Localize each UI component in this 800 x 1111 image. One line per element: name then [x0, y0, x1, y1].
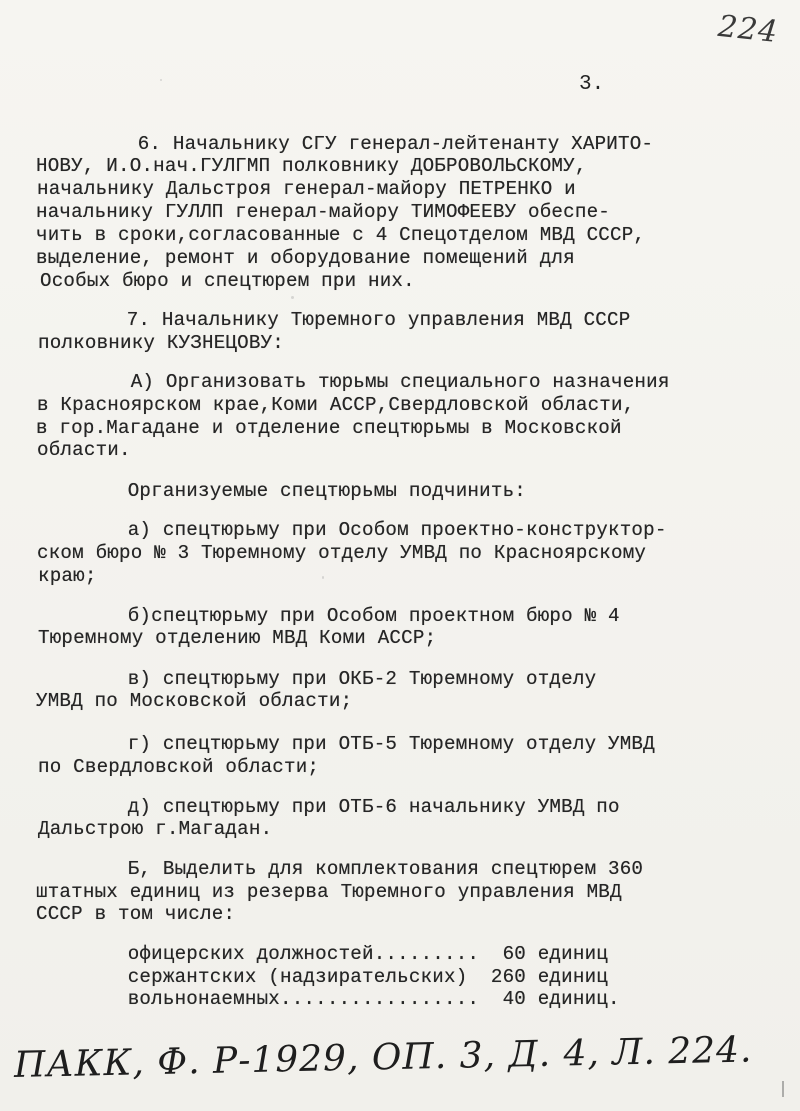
text-line: Б, Выделить для комплектования спецтюрем 360 [34, 858, 644, 880]
text-line: 7. Начальнику Тюремного управления МВД СССР [33, 309, 631, 331]
text-line: сержантских (надзирательских) 260 единиц [34, 966, 609, 988]
text-line: в гор.Магадане и отделение спецтюрьмы в Московской [36, 417, 622, 439]
text-line: д) спецтюрьму при ОТБ-6 начальнику УМВД по [34, 796, 620, 818]
text-line: г) спецтюрьму при ОТБ-5 Тюремному отделу УМВД [34, 733, 655, 755]
paper-speck [160, 79, 162, 81]
text-line: УМВД по Московской области; [36, 690, 353, 712]
text-line: СССР в том числе: [36, 903, 236, 925]
page-number: 3. [579, 73, 605, 96]
text-line: А) Организовать тюрьмы специального назначения [37, 371, 670, 393]
text-line: а) спецтюрьму при Особом проектно-конструктор- [34, 519, 667, 541]
archive-sheet-number: 224 [716, 8, 780, 51]
paper-speck [291, 296, 294, 299]
text-line: в) спецтюрьму при ОКБ-2 Тюремному отделу [34, 668, 597, 690]
text-line: Организуемые спецтюрьмы подчинить: [34, 480, 527, 502]
text-line: вольнонаемных................. 40 единиц. [34, 988, 620, 1010]
text-line: Дальстрою г.Магадан. [38, 818, 273, 840]
text-line: по Свердловской области; [38, 756, 320, 778]
text-line: полковнику КУЗНЕЦОВУ: [38, 332, 285, 354]
text-line: чить в сроки,согласованные с 4 Спецотделом МВД СССР, [36, 224, 646, 246]
text-line: Особых бюро и спецтюрем при них. [40, 270, 415, 292]
text-line: выделение, ремонт и оборудование помещений для [36, 247, 575, 269]
text-line: в Красноярском крае,Коми АССР,Свердловской области, [37, 394, 635, 416]
text-line: начальнику Дальстроя генерал-майору ПЕТРЕНКО и [37, 178, 576, 200]
text-line: ском бюро № 3 Тюремному отделу УМВД по Красноярскому [37, 542, 647, 564]
text-line: Тюремному отделению МВД Коми АССР; [38, 627, 437, 649]
text-line: области. [37, 439, 131, 461]
edge-mark [782, 1081, 794, 1097]
text-line: офицерских должностей......... 60 единиц [34, 943, 609, 965]
text-line: б)спецтюрьму при Особом проектном бюро № 4 [34, 605, 620, 627]
text-line: штатных единиц из резерва Тюремного управления МВД [36, 881, 622, 903]
text-line: начальнику ГУЛЛП генерал-майору ТИМОФЕЕВУ обеспе- [36, 201, 611, 223]
text-line: 6. Начальнику СГУ генерал-лейтенанту ХАРИТО- [44, 133, 654, 155]
text-line: НОВУ, И.О.нач.ГУЛГМП полковнику ДОБРОВОЛЬСКОМУ, [36, 155, 587, 177]
paper-speck [322, 576, 324, 579]
text-line: краю; [38, 565, 97, 587]
archive-reference-handwritten: ПАКК, Ф. Р-1929, ОП. 3, Д. 4, Л. 224. [13, 1029, 753, 1086]
